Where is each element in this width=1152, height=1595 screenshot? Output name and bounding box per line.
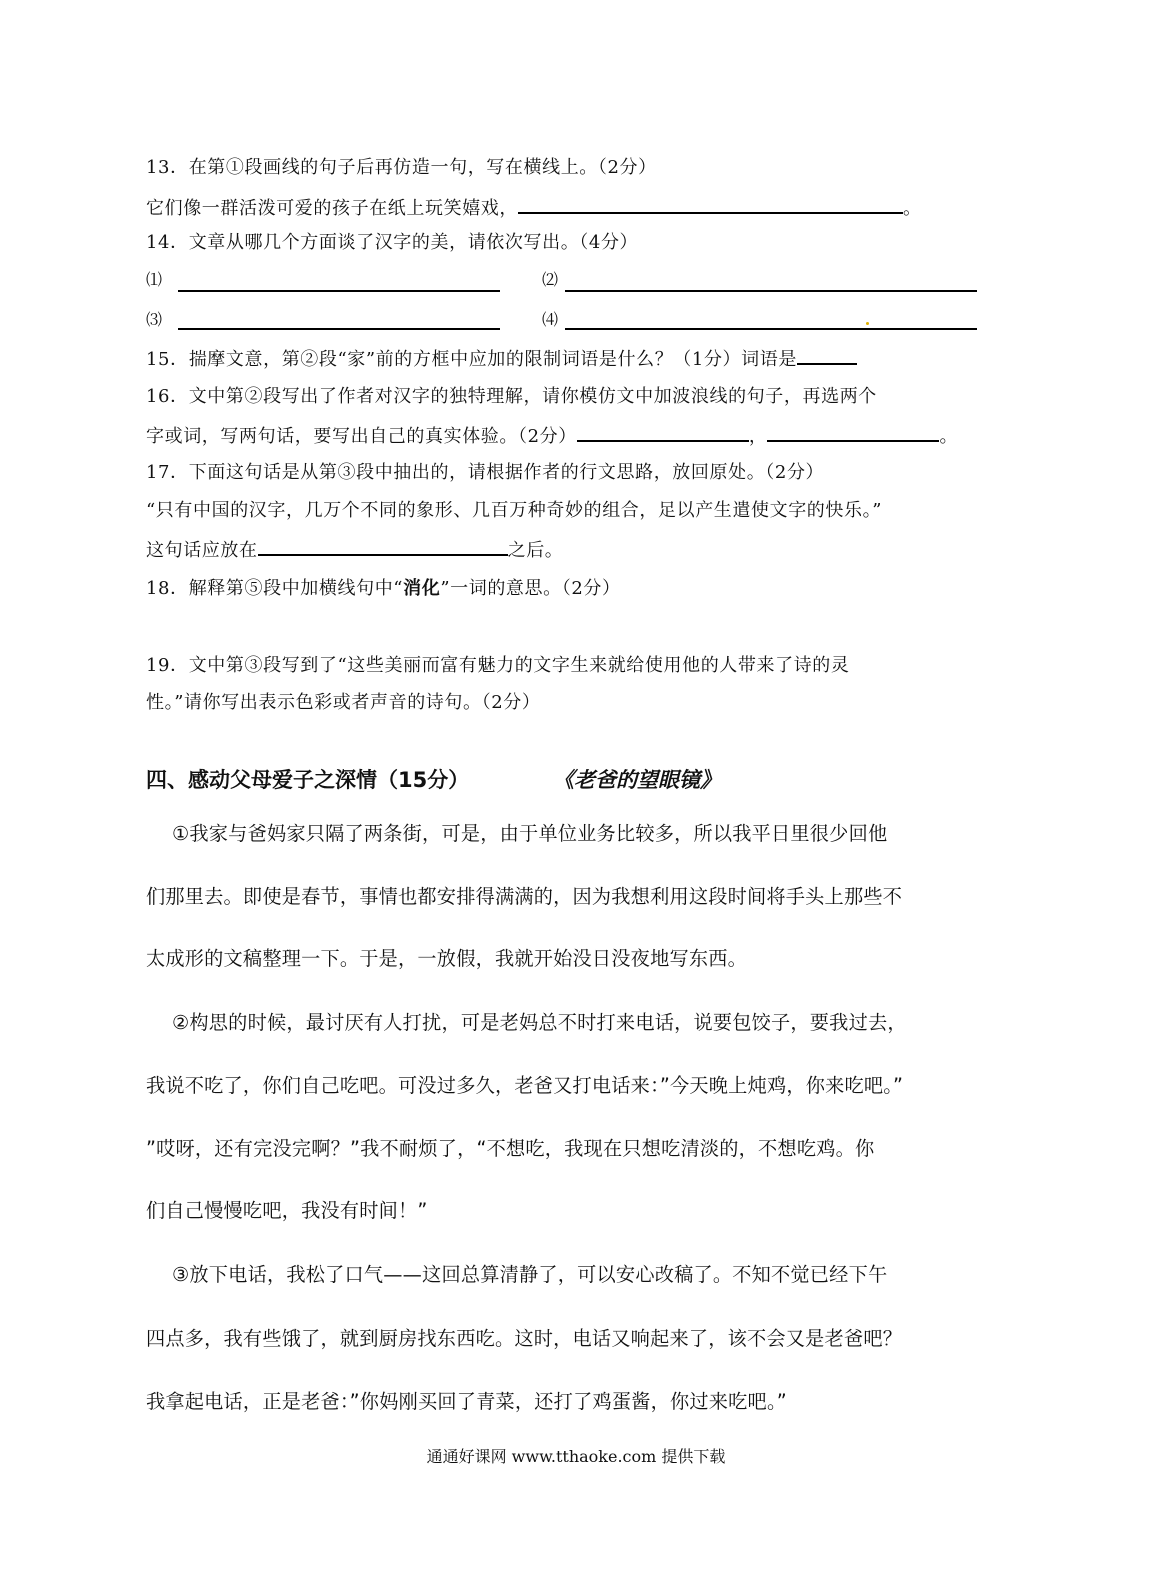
question-14-prompt: 14．文章从哪几个方面谈了汉字的美，请依次写出。（4分）: [146, 232, 639, 253]
question-17-prompt: 17．下面这句话是从第③段中抽出的，请根据作者的行文思路，放回原处。（2分）: [146, 462, 825, 483]
answer-blank[interactable]: [577, 424, 749, 442]
passage-line: 我拿起电话，正是老爸：”你妈刚买回了青菜，还打了鸡蛋酱，你过来吃吧。”: [146, 1390, 787, 1413]
question-15-text: 15．揣摩文意，第②段“家”前的方框中应加的限制词语是什么？（1分）词语是: [146, 349, 797, 370]
page-footer: 通通好课网 www.tthaoke.com 提供下载: [426, 1447, 726, 1466]
answer-blank[interactable]: [767, 424, 939, 442]
section-heading: 四、感动父母爱子之深情（15分）: [146, 768, 470, 792]
question-19-prompt-line1: 19．文中第③段写到了“这些美丽而富有魅力的文字生来就给使用他的人带来了诗的灵: [146, 655, 850, 676]
question-13-prompt: 13．在第①段画线的句子后再仿造一句，写在横线上。（2分）: [146, 157, 657, 178]
question-18-pre: 18．解释第⑤段中加横线句中“: [146, 578, 404, 599]
question-18-keyword: 消化: [403, 578, 441, 599]
answer-blank[interactable]: [565, 290, 977, 292]
passage-line: ②构思的时候，最讨厌有人打扰，可是老妈总不时打来电话，说要包饺子，要我过去，: [172, 1011, 907, 1034]
passage-title: 《老爸的望眼镜》: [553, 767, 721, 792]
answer-blank[interactable]: [797, 347, 857, 365]
passage-line: 们那里去。即使是春节，事情也都安排得满满的，因为我想利用这段时间将手头上那些不: [146, 885, 903, 908]
answer-blank[interactable]: [518, 196, 903, 214]
passage-line: 四点多，我有些饿了，就到厨房找东西吃。这时，电话又响起来了，该不会又是老爸吧？: [146, 1327, 903, 1350]
passage-line: ①我家与爸妈家只隔了两条街，可是，由于单位业务比较多，所以我平日里很少回他: [172, 822, 888, 845]
passage-line: 我说不吃了，你们自己吃吧。可没过多久，老爸又打电话来：”今天晚上炖鸡，你来吃吧。”: [146, 1074, 904, 1097]
question-16-answer-line: [146, 424, 958, 449]
question-14-label-2: ⑵: [542, 270, 559, 289]
question-15-prompt: [146, 347, 857, 372]
answer-blank[interactable]: [178, 328, 500, 330]
passage-line: ”哎呀，还有完没完啊？”我不耐烦了，“不想吃，我现在只想吃清淡的，不想吃鸡。你: [146, 1137, 875, 1160]
question-14-label-3: ⑶: [146, 310, 163, 329]
question-18-prompt: [146, 577, 621, 601]
question-17-answer-line: [146, 538, 563, 563]
question-13-answer-line: [146, 196, 922, 221]
question-18-post: ”一词的意思。（2分）: [440, 578, 621, 599]
question-14-label-4: ⑷: [542, 310, 559, 329]
passage-line: ③放下电话，我松了口气——这回总算清静了，可以安心改稿了。不知不觉已经下午: [172, 1263, 888, 1286]
question-17-stem: 这句话应放在: [146, 540, 258, 561]
scan-speck: [866, 322, 869, 325]
question-13-stem: 它们像一群活泼可爱的孩子在纸上玩笑嬉戏，: [146, 198, 518, 219]
passage-line: 太成形的文稿整理一下。于是，一放假，我就开始没日没夜地写东西。: [146, 947, 748, 970]
question-16-end: 。: [939, 426, 959, 447]
question-16-comma: ，: [748, 426, 768, 447]
question-16-prompt: 16．文中第②段写出了作者对汉字的独特理解，请你模仿文中加波浪线的句子，再选两个: [146, 386, 877, 407]
passage-line: 们自己慢慢吃吧，我没有时间！”: [146, 1199, 428, 1222]
question-17-quote: “只有中国的汉字，几万个不同的象形、几百万种奇妙的组合，足以产生遣使文字的快乐。”: [146, 500, 882, 521]
answer-blank[interactable]: [178, 290, 500, 292]
question-17-end: 之后。: [507, 540, 564, 561]
question-19-prompt-line2: 性。”请你写出表示色彩或者声音的诗句。（2分）: [146, 692, 541, 713]
question-13-end: 。: [903, 198, 922, 219]
question-14-label-1: ⑴: [146, 270, 163, 289]
answer-blank[interactable]: [258, 538, 508, 556]
question-16-stem: 字或词，写两句话，要写出自己的真实体验。（2分）: [146, 426, 577, 447]
answer-blank[interactable]: [565, 328, 977, 330]
